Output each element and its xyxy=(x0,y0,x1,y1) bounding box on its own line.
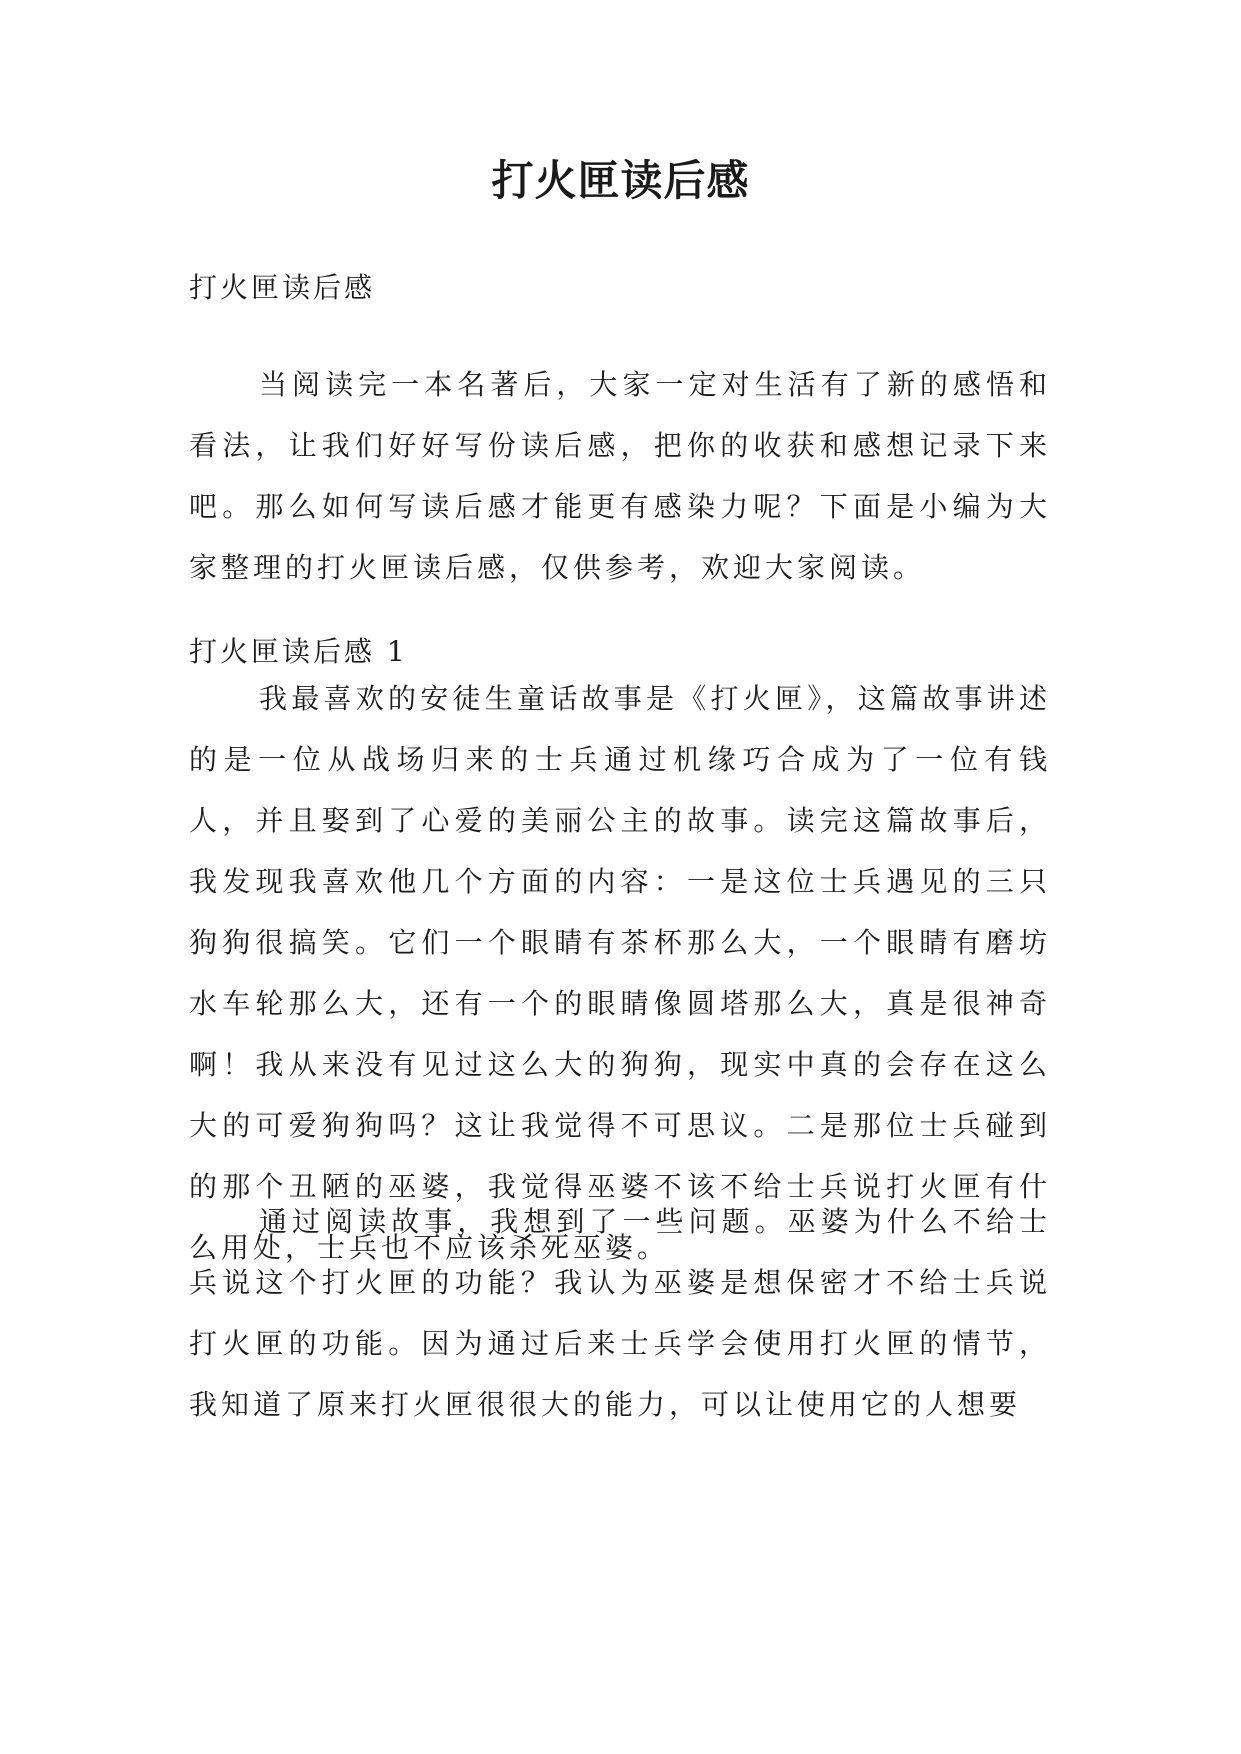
document-title: 打火匣读后感 xyxy=(491,156,750,205)
body-paragraph-1: 我最喜欢的安徒生童话故事是《打火匣》，这篇故事讲述的是一位从战场归来的士兵通过机缘巧合成为了一位有钱人，并且娶到了心爱的美丽公主的故事。读完这篇故事后，我发现我喜欢他几个方面的内容：一是这位士兵遇见的三只狗狗很搞笑。它们一个眼睛有茶杯那么大，一个眼睛有磨坊水车轮那么大，还有一个的眼睛像圆塔那么大，真是很神奇啊！我从来没有见过这么大的狗狗，现实中真的会存在这么大的可爱狗狗吗？这让我觉得不可思议。二是那位士兵碰到的那个丑陋的巫婆，我觉得巫婆不该不给士兵说打火匣有什么用处，士兵也不应该杀死巫婆。 xyxy=(189,682,1051,1264)
intro-paragraph: 当阅读完一本名著后，大家一定对生活有了新的感悟和看法，让我们好好写份读后感，把你的收获和感想记录下来吧。那么如何写读后感才能更有感染力呢？下面是小编为大家整理的打火匣读后感，仅供参考，欢迎大家阅读。 xyxy=(189,368,1051,584)
document-subtitle: 打火匣读后感 xyxy=(189,271,376,304)
body-paragraph-2: 通过阅读故事，我想到了一些问题。巫婆为什么不给士兵说这个打火匣的功能？我认为巫婆是想保密才不给士兵说打火匣的功能。因为通过后来士兵学会使用打火匣的情节，我知道了原来打火匣很很大的能力，可以让使用它的人想要 xyxy=(189,1205,1051,1421)
section-heading: 打火匣读后感 1 xyxy=(189,635,408,668)
